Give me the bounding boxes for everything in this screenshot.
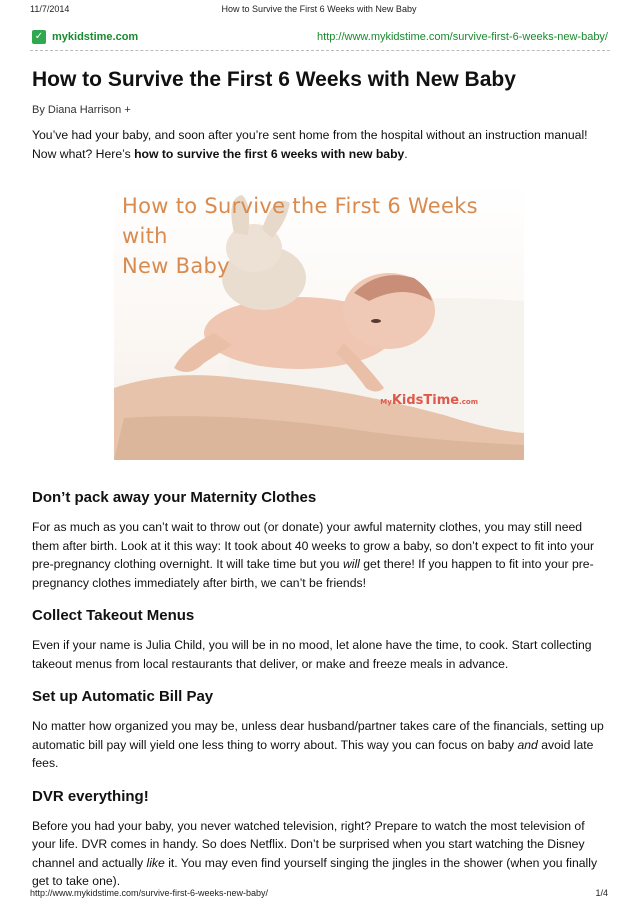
intro-text: You’ve had your baby, and soon after you’re sent home from the hospital without an instruction manual! Now what? Here’s xyxy=(32,128,588,161)
hero-title xyxy=(122,191,512,281)
byline: By Diana Harrison + xyxy=(32,104,131,116)
print-footer xyxy=(30,888,608,900)
section-text-dvr xyxy=(32,817,610,891)
section-text-emphasis: will xyxy=(342,557,360,571)
print-header xyxy=(0,4,638,18)
section-text-part: avoid late fees. xyxy=(32,737,594,770)
section-heading-takeout: Collect Takeout Menus xyxy=(32,607,195,624)
hero-brand-watermark xyxy=(380,393,478,408)
section-text-takeout: Even if your name is Julia Child, you will be in no mood, let alone have the time, to cook. Start collecting takeout menus from local restaurants that deliver, or make and freeze meals in advance. xyxy=(32,638,592,671)
intro-bold: how to survive the first 6 weeks with new baby xyxy=(134,146,405,161)
section-text-part: it. You may even find yourself singing the jingles in the shower (when you finally get to take one). xyxy=(32,855,598,888)
section-text-bill-pay xyxy=(32,717,610,773)
section-heading-maternity: Don’t pack away your Maternity Clothes xyxy=(32,489,317,506)
section-heading-dvr: DVR everything! xyxy=(32,787,149,805)
source-domain-link[interactable]: mykidstime.com xyxy=(52,31,139,43)
source-url-link[interactable]: http://www.mykidstime.com/survive-first-6-weeks-new-baby/ xyxy=(317,31,608,43)
page-number: 1/4 xyxy=(595,888,608,898)
section-text-part: No matter how organized you may be, unless dear husband/partner takes care of the financials, setting up automatic bill pay will yield one less thing to worry about. This way you can focus on baby xyxy=(32,719,604,752)
site-logo-icon: ✓ xyxy=(32,30,46,44)
hero-title-line: New Baby xyxy=(122,254,230,278)
intro-paragraph xyxy=(32,126,610,163)
source-bar xyxy=(32,30,608,48)
brand-prefix: My xyxy=(380,398,392,406)
section-text-part: For as much as you can’t wait to throw out (or donate) your awful maternity clothes, you may still need them after birth. Look at it this way: It took about 40 weeks to grow a baby, so don’t expect to fit into your pre-pregnancy clothing overnight. It will take time but you xyxy=(32,520,595,571)
section-text-maternity xyxy=(32,518,610,592)
brand-suffix: .com xyxy=(459,398,478,406)
hero-image xyxy=(114,183,524,460)
brand-name: KidsTime xyxy=(391,393,460,408)
print-page-title: How to Survive the First 6 Weeks with New Baby xyxy=(221,4,417,14)
section-text-part: get there! If you happen to fit into your pre-pregnancy clothes immediately after birth, we can’t be friends! xyxy=(32,557,594,590)
section-text-part: Before you had your baby, you never watched television, right? Prepare to watch the most television of your life. DVR comes in handy. So does Netflix. Don’t be surprised when you start watching the Disney channel and actually xyxy=(32,818,585,870)
section-text-emphasis: like xyxy=(146,855,165,870)
article-title: How to Survive the First 6 Weeks with New Baby xyxy=(32,68,516,91)
section-text-emphasis: and xyxy=(517,737,538,752)
hero-title-line: How to Survive the First 6 Weeks with xyxy=(122,194,478,248)
intro-end: . xyxy=(404,146,408,161)
print-date: 11/7/2014 xyxy=(30,4,70,14)
section-heading-bill-pay: Set up Automatic Bill Pay xyxy=(32,688,214,705)
dashed-divider xyxy=(30,50,610,51)
footer-url: http://www.mykidstime.com/survive-first-6-weeks-new-baby/ xyxy=(30,888,269,898)
